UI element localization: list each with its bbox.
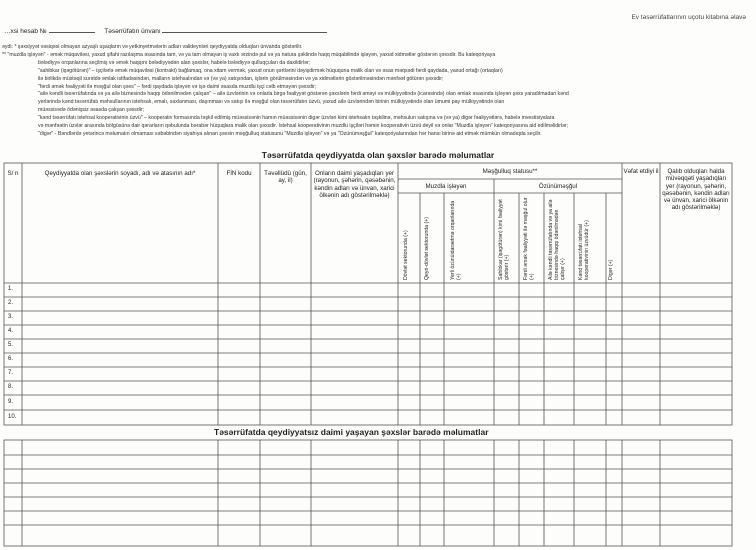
note-line: yerlərində kənd təsərrüfatı məhsullarının istehsalı, emalı, saxlanması, daşınması və satışı ilə məşğul olan təsərrüfatın üzvü, yaxud ailə üzvlərindən birinin mülkiyyətində olan ümumi pay mülkiyyətində olan	[38, 99, 505, 106]
row-number: 3.	[8, 314, 14, 320]
col-dob-header: Təvəllüdü (gün, ay, il)	[264, 170, 307, 185]
row-number: 5.	[8, 342, 14, 348]
row-number: 2.	[8, 300, 14, 306]
note-line: bələdiyyə orqanlarına seçilmiş və əmək haqqını bələdiyyədən alan şəxslər, habelə bələdiyyə qulluqçuları da daxildirlər;	[38, 59, 311, 66]
note-line: və mənfəətin üzvlər arasında bölgüsünə dair qərarların qəbulunda bərabər hüquqlara malik olan şəxsdir. İstehsal kooperativinin muzdlu işçiləri həmin kooperativin üzvü deyil və onlar "Muzdla işləyən" kateqoriyasına aid edilməlidirlər;	[38, 123, 569, 130]
subcol-individual-labor: Fərdi əmək fəaliyyəti ilə məşğul olur (+)	[523, 197, 535, 280]
row-number: 8.	[8, 384, 14, 390]
self-employed-group-header: Özünüməşğul	[538, 183, 578, 190]
note-line: ilə birlikdə müstəqil surətdə əmlak istifadəsindən, malların istehsalından və (və ya) satışından, işlərin görülməsindən və ya xidmətlərin göstərilməsindən mənfəət götürən şəxsdir;	[38, 75, 444, 82]
row-number: 9.	[8, 399, 14, 405]
subcol-non-state-sector: Qeyri-dövlət sektorunda (+)	[424, 217, 430, 280]
row-number: 7.	[8, 370, 14, 376]
status-header: Məşğulluq statusu**	[482, 168, 538, 175]
col-residence-header: Onların daimi yaşadıqları yer (rayonun, şəhərin, qəsəbənin, kəndin adları və ünvan, xarici ölkənin adı göstərilməklə)	[313, 170, 396, 199]
table1-border	[4, 163, 732, 425]
row-number: 6.	[8, 356, 14, 362]
subcol-local-government: Yerli özünüidarəetmə orqanlarında (+)	[450, 200, 462, 280]
note-line: müəssisədə ödənişsiz əsasda çalışan şəxsdir;	[38, 107, 145, 114]
col-death-year-header: Vəfat etdiyi il	[623, 168, 659, 175]
table2-title: Təsərrüfatda qeydiyyatsız daimi yaşayan şəxslər barədə məlumatlar	[214, 427, 489, 437]
row-number: 10.	[8, 414, 17, 420]
note-line: "digər" - Bəndlərdə yetərincə məlumatın olmaması səbəbindən siyahıya alınan şəxsin məşğulluq statusunu "Muzdla işləyən" və ya "Özünüməşğul" kateqoriyalarından hər hansı birinə aid etmək mümkün olmadıqda seçilir.	[38, 130, 542, 137]
book-number-label: …xsi hesab №	[4, 28, 47, 35]
employed-group-header: Muzdla işləyən	[425, 183, 467, 190]
table1-title: Təsərrüfatda qeydiyyatda olan şəxslər barədə məlumatlar	[261, 150, 495, 160]
subcol-state-sector: Dövlət sektorunda (+)	[403, 230, 409, 280]
row-number: 1.	[8, 286, 14, 292]
note-line: ** "muzdla işləyən" - əmək müqaviləsi, yaxud şifahi razılaşma əsasında tam, və ya tam olmayan iş vaxtı ərzində pul və ya natura şəklində haqq müqabilində işləyən, yaxud xidmətlər göstərən şəxsdir. Bu kateqoriyaya	[2, 51, 496, 58]
note-line: "kənd təsərrüfatı istehsal kooperativinin üzvü" – kooperativ formasında təşkil edilmiş müəssisənin hamın müəssisənin digər üzvləri kimi istehsalın təşkilinə, məhsulun satışına və (və ya) digər fəaliyyətlərə, habelə investisiyalara	[38, 115, 555, 122]
address-label: Təsərrüfatın ünvanı	[104, 28, 161, 35]
note-line: "sahibkar (işəgötürən)" – işçilərlə əmək müqaviləsi (kontrakt) bağlamaq, ona xitam vermək, yaxud onun şərtlərini dəyişdirmək hüququna malik olan və əsas məqsədi fərdi qaydada, yaxud ortağı (ortaqları)	[38, 67, 503, 74]
col-name-header: Qeydiyyatda olan şəxslərin soyadı, adı və atasının adı*	[44, 170, 196, 177]
col-fin-header: FİN kodu	[226, 170, 252, 177]
note-line: "fərdi əmək fəaliyyəti ilə məşğul olan şəxs" – fərdi qaydada işləyən və işə daimi əsasda muzdlu işçi cəlb etməyən şəxsdir;	[38, 83, 317, 90]
note-line: əydi: * şəxsiyyət vəsiqəsi olmayan azyaşlı uşaqların və yetkinyetmələrin adları valideynləri qeydiyyatda olduqları ünvanda göstərilir.	[2, 44, 303, 50]
subcol-cooperative-member: Kənd təsərrüfatı istehsal kooperativinin üzvüdür (+)	[578, 220, 590, 280]
table2-border	[4, 440, 732, 546]
col-number-header: S/ n	[7, 170, 19, 177]
subcol-family-farm: Ailə kəndli təsərrüfatında və ya ailə biznesində haqqı ödənilmədən çalışır (+)	[548, 199, 566, 280]
subcol-other: Digər (+)	[608, 259, 614, 280]
corner-note: Ev təsərrüfatlarının uçotu kitabına əlavə	[631, 14, 746, 21]
note-line: "ailə kəndli təsərrüfatında və ya ailə biznesində haqqı ödənilmədən çalışan" – ailə üzvlərinin və onlarla birgə fəaliyyət göstərən şəxslərin fərdi əməyi və mülkiyyətində (icarəsində) olan əmlak əsasında işləyən şəxs yaradılmadan kənd	[38, 91, 569, 98]
row-number: 4.	[8, 328, 14, 334]
subcol-entrepreneur: Sahibkar (işəgötürən) kimi fəaliyyət göstərir (+)	[498, 199, 510, 280]
col-temp-residence-header: Qalıb olduqları halda müvəqqəti yaşadıqları yer (rayonun, şəhərin, qəsəbənin, kəndin adları və ünvan, xarici ölkənin adı göstərilməklə)	[662, 168, 730, 212]
